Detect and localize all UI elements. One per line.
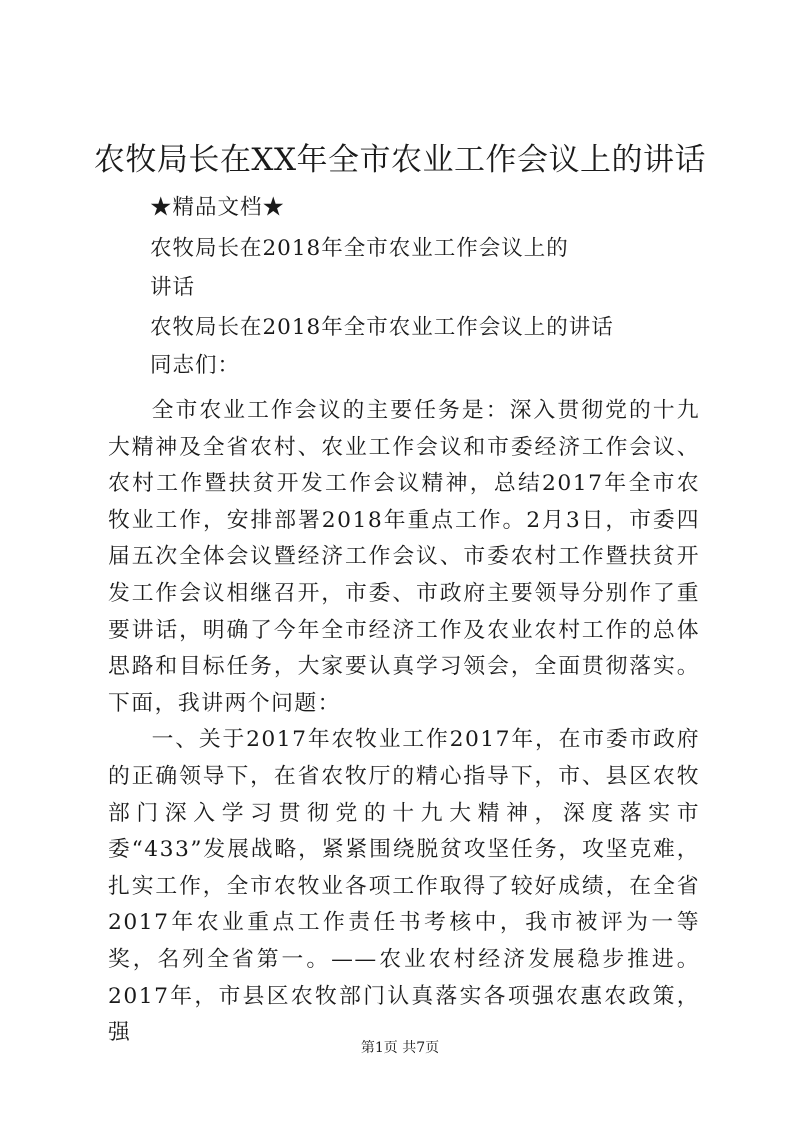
paragraph-section-one: 一、关于2017年农牧业工作2017年，在市委市政府的正确领导下，在省农牧厅的精心指导下，市、县区农牧部门深入学习贯彻党的十九大精神，深度落实市委“433”发展战略，紧紧围绕脱贫攻坚任务，攻坚克难，扎实工作，全市农牧业各项工作取得了较好成绩，在全省2017年农业重点工作责任书考核中，我市被评为一等奖，名列全省第一。——农业农村经济发展稳步推进。2017年，市县区农牧部门认真落实各项强农惠农政策，强: [108, 727, 700, 1046]
heading-repeat: 农牧局长在2018年全市农业工作会议上的讲话: [150, 315, 614, 340]
subtitle-line-2: 讲话: [150, 275, 196, 300]
tagline: ★精品文档★: [150, 195, 286, 220]
document-title: 农牧局长在XX年全市农业工作会议上的讲话: [93, 142, 707, 178]
body-text: [108, 393, 700, 1052]
page-number-footer: 第1页 共7页: [360, 1040, 440, 1056]
subtitle-line-1: 农牧局长在2018年全市农业工作会议上的: [150, 236, 569, 261]
salutation: 同志们：: [150, 353, 241, 378]
paragraph-intro: 全市农业工作会议的主要任务是：深入贯彻党的十九大精神及全省农村、农业工作会议和市委经济工作会议、农村工作暨扶贫开发工作会议精神，总结2017年全市农牧业工作，安排部署2018年重点工作。2月3日，市委四届五次全体会议暨经济工作会议、市委农村工作暨扶贫开发工作会议相继召开，市委、市政府主要领导分别作了重要讲话，明确了今年全市经济工作及农业农村工作的总体思路和目标任务，大家要认真学习领会，全面贯彻落实。下面，我讲两个问题：: [108, 398, 700, 716]
